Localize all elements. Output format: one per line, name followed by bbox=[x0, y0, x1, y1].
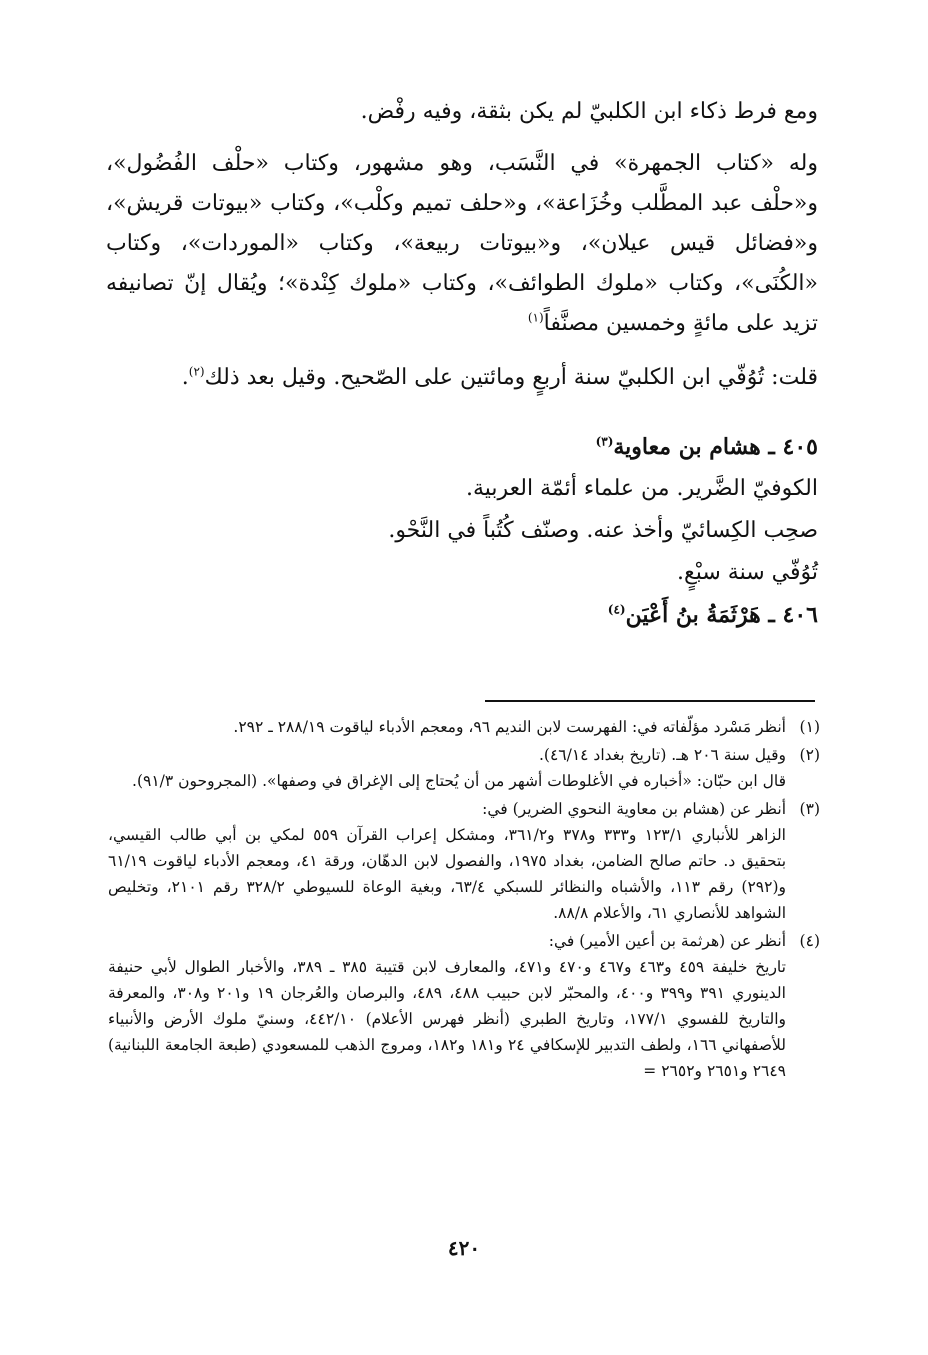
paragraph-1-text: ومع فرط ذكاء ابن الكلبيّ لم يكن بثقة، وفيه رفْض. bbox=[360, 99, 818, 124]
page-number: ٤٢٠ bbox=[447, 1236, 481, 1260]
entry-line: صحِب الكِسائيّ وأخذ عنه. وصنّف كُتُباً في النَّحْو. bbox=[388, 518, 818, 543]
footnote-divider bbox=[485, 700, 815, 702]
footnote-text: الزاهر للأنباري ١٢٣/١ و٣٣٣ و٣٧٨ و٣٦١/٢، ومشكل إعراب القرآن ٥٥٩ لمكي بن أبي طالب القيسي، بتحقيق د. حاتم صالح الضامن، بغداد ١٩٧٥، والفصول لابن الدهّان، ورقة ٤١، ومعجم الأدباء لياقوت ٦١/١٩ و(٢٩٢) رقم ١١٣، والأشباه والنظائر للسبكي ٦٣/٤، وبغية الوعاة للسيوطي ٣٢٨/٢ رقم ٢١٠١، وتخليص الشواهد للأنصاري ٦١، والأعلام ٨٨/٨. bbox=[108, 826, 787, 922]
entry-heading bbox=[106, 426, 818, 468]
footnote-text: أنظر عن (هرثمة بن أعين الأمير) في: bbox=[548, 932, 786, 950]
footnote-number: (٣) bbox=[799, 800, 820, 818]
paragraph-3-end: . bbox=[181, 365, 189, 390]
footnote-number: (١) bbox=[799, 718, 820, 736]
footnote-text: أنظر مَسْرد مؤلّفاته في: الفهرست لابن النديم ٩٦، ومعجم الأدباء لياقوت ٢٨٨/١٩ ـ ٢٩٢. bbox=[233, 718, 786, 736]
paragraph-3-text: قلت: تُوُفّي ابن الكلبيّ سنة أربعٍ ومائتين على الصّحيح. وقيل بعد ذلك bbox=[204, 365, 818, 390]
footnote-ref-4: (٤) bbox=[607, 602, 626, 617]
paragraph-2 bbox=[106, 144, 818, 344]
footnote-text: وقيل سنة ٢٠٦ هـ. (تاريخ بغداد ٤٦/١٤). bbox=[538, 746, 786, 764]
footnote-ref-3: (٣) bbox=[595, 434, 614, 449]
entry-heading-text: ٤٠٦ ـ هَرْثَمَةُ بنُ أَعْيَن bbox=[625, 602, 818, 628]
entry-line: تُوُفّي سنة سبْعٍ. bbox=[677, 560, 818, 585]
footnotes bbox=[108, 714, 820, 1086]
footnote-2 bbox=[108, 742, 820, 794]
footnote-number: (٤) bbox=[799, 932, 820, 950]
footnote-4 bbox=[108, 928, 820, 1084]
footnote-ref-2: (٢) bbox=[188, 364, 205, 379]
paragraph-2-text: وله «كتاب الجمهرة» في النَّسَب، وهو مشهور، وكتاب «حلْف الفُضُول»، و«حلْف عبد المطَّلب وخُزَاعة»، و«حلف تميم وكلْب»، وكتاب «بيوتات قريش»، و«فضائل قيس عيلان»، و«بيوتات ربيعة»، وكتاب «الموردات»، وكتاب «الكُنَى»، وكتاب «ملوك الطوائف»، وكتاب «ملوك كِنْدة»؛ ويُقال إنّ تصانيفه تزيد على مائةٍ وخمسين مصنَّفاً bbox=[106, 151, 818, 336]
entry-heading-text: ٤٠٥ ـ هشام بن معاوية bbox=[613, 434, 818, 460]
main-text bbox=[106, 92, 818, 636]
footnote-text: أنظر عن (هشام بن معاوية النحوي الضرير) في: bbox=[482, 800, 786, 818]
paragraph-3 bbox=[106, 358, 818, 398]
footnote-text: تاريخ خليفة ٤٥٩ و٤٦٣ و٤٦٧ و٤٧٠ و٤٧١، والمعارف لابن قتيبة ٣٨٥ ـ ٣٨٩، والأخبار الطوال لأبي حنيفة الدينوري ٣٩١ و٣٩٩ و٤٠٠، والمحبّر لابن حبيب ٤٨٨، ٤٨٩، والبرصان والعُرجان ١٩ و٢٠١ و٣٠٨، والمعرفة والتاريخ للفسوي ١٧٧/١، وتاريخ الطبري (أنظر فهرس الأعلام) ٤٤٢/١٠، وسنيّ ملوك الأرض والأنبياء للأصفهاني ١٦٦، ولطف التدبير للإسكافي ٢٤ و١٨١ و١٨٢، ومروج الذهب للمسعودي (طبعة الجامعة اللبنانية) ٢٦٤٩ و٢٦٥١ و٢٦٥٢ = bbox=[108, 958, 787, 1080]
footnote-3 bbox=[108, 796, 820, 926]
entry-heading bbox=[106, 594, 818, 636]
footnote-1 bbox=[108, 714, 820, 740]
footnote-number: (٢) bbox=[799, 746, 820, 764]
entry-line: الكوفيّ الضَّرير. من علماء أئمّة العربية. bbox=[465, 476, 818, 501]
paragraph-1 bbox=[106, 92, 818, 132]
footnote-text: قال ابن حبّان: «أخباره في الأغلوطات أشهر من أن يُحتاج إلى الإغراق في وصفها». (المجروحون ٩١/٣). bbox=[132, 772, 786, 790]
biography-entry-405 bbox=[106, 426, 818, 636]
footnote-ref-1: (١) bbox=[527, 310, 544, 325]
